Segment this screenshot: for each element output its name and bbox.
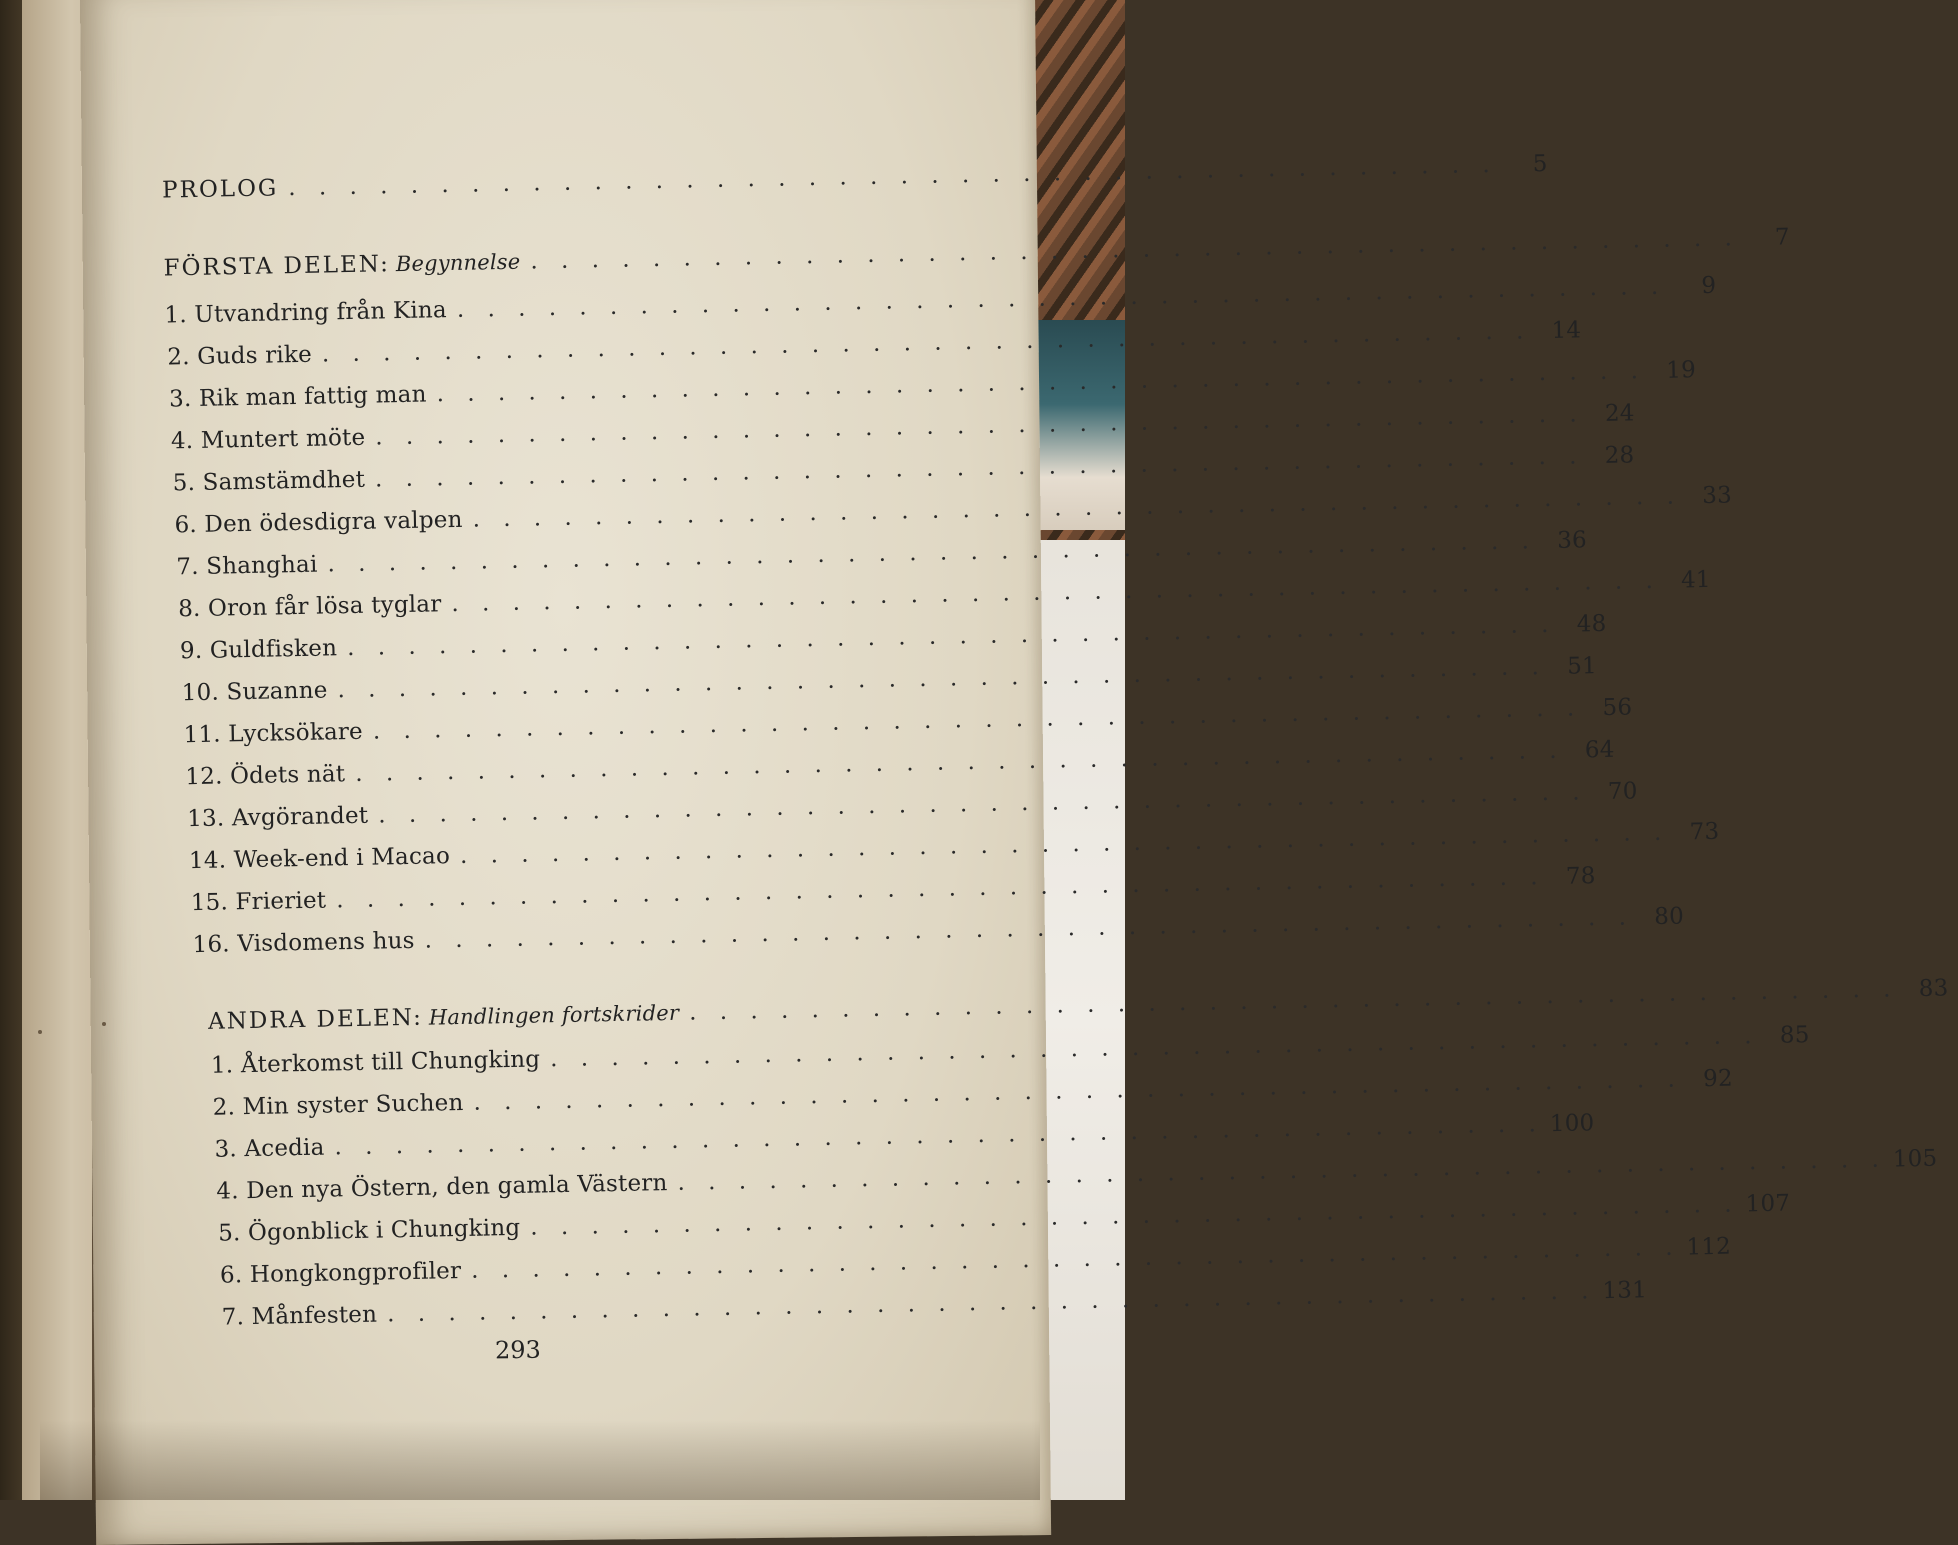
toc-entry-label: 4. Den nya Östern, den gamla Västern: [216, 1170, 668, 1205]
toc-page-number: 100: [1549, 1110, 1595, 1138]
toc-entry-label: 7. Månfesten: [221, 1301, 378, 1331]
toc-part-heading-2: [207, 975, 1949, 1035]
toc-page-number: 92: [1702, 1065, 1734, 1093]
toc-page-number: 9: [1701, 272, 1717, 300]
toc-entry: [219, 1233, 1732, 1289]
toc-page-number: 78: [1565, 863, 1596, 890]
toc-page-number: 33: [1701, 482, 1733, 510]
page-folio-number: 293: [494, 1335, 542, 1365]
toc-page-number: 83: [1918, 975, 1949, 1002]
toc-leader-dots: . . . . . . . . . . . . . . . . . . . . . . . . . . . . . . . . . . . . . . . .: [451, 567, 1662, 618]
toc-entry: [164, 272, 1717, 329]
toc-leader-dots: . . . . . . . . . . . . . . . . . . . . . . . . . . . . . . . . . . . . . . . .: [529, 1191, 1740, 1241]
toc-page-number: 28: [1604, 442, 1635, 469]
toc-leader-dots: . . . . . . . . . . . . . . . . . . . . . . . . . . . . . . . . . . . . . . . .: [321, 318, 1532, 368]
toc-entry-label: 2. Min syster Suchen: [212, 1089, 464, 1121]
toc-entry: [172, 442, 1635, 497]
toc-entry: [214, 1110, 1595, 1163]
toc-entry-label: 2. Guds rike: [167, 341, 313, 371]
toc-leader-dots: . . . . . . . . . . . . . . . . . . . . . . . . . . . . . . . . . . . . . . . .: [549, 1023, 1760, 1073]
toc-entry: [176, 527, 1588, 581]
toc-leader-dots: . . . . . . . . . . . . . . . . . . . . . . . . . . . . . . . . . . . . . . . .: [334, 1111, 1545, 1161]
toc-entry-label: 12. Ödets nät: [185, 761, 346, 791]
toc-leader-dots: . . . . . . . . . . . . . . . . . . . . . . . . . . . . . . . . . . . . . . . .: [456, 273, 1667, 323]
toc-leader-dots: . . . . . . . . . . . . . . . . . . . . . . . . . . . . . . . . . . . . . . . .: [677, 1146, 1888, 1196]
toc-leader-dots: . . . . . . . . . . . . . . . . . . . . . . . . . . . . . . . . . . . . . . . .: [374, 443, 1585, 493]
toc-page-number: 51: [1566, 653, 1598, 680]
toc-entry-label: 15. Frieriet: [190, 887, 327, 917]
toc-entry: [221, 1277, 1648, 1331]
part-subtitle: Handlingen fortskrider: [428, 1000, 680, 1030]
toc-entry: [179, 610, 1607, 665]
toc-leader-dots: . . . . . . . . . . . . . . . . . . . . . . . . . . . . . . . . . . . . . . . .: [288, 151, 1498, 202]
toc-entry-label: 10. Suzanne: [181, 677, 328, 707]
toc-page-number: 56: [1602, 694, 1633, 721]
toc-entry: [181, 653, 1598, 707]
toc-entry: [177, 566, 1711, 623]
toc-part-heading-1: [163, 224, 1790, 282]
toc-entry-label: 5. Samstämdhet: [172, 466, 366, 497]
toc-leader-dots: . . . . . . . . . . . . . . . . . . . . . . . . . . . . . . . . . . . . . . . .: [346, 611, 1557, 662]
toc-entry: [174, 482, 1733, 539]
toc-page-number: 131: [1602, 1277, 1648, 1305]
toc-leader-dots: . . . . . . . . . . . . . . . . . . . . . . . . . . . . . . . . . . . . . . . .: [386, 1278, 1597, 1328]
toc-page-number: 112: [1686, 1233, 1732, 1261]
toc-leader-dots: . . . . . . . . . . . . . . . . . . . . . . . . . . . . . . . . . . . . . . . .: [337, 654, 1548, 704]
part-heading: ANDRA DELEN:: [207, 1004, 424, 1035]
toc-leader-dots: . . . . . . . . . . . . . . . . . . . . . . . . . . . . . . . . . . . . . . . .: [354, 737, 1565, 787]
toc-leader-dots: . . . . . . . . . . . . . . . . . . . . . . . . . . . . . . . . . . . . . . . .: [688, 976, 1899, 1026]
toc-page-number: 7: [1774, 224, 1790, 251]
toc-entry: [183, 694, 1633, 749]
toc-entry-label: 14. Week-end i Macao: [188, 843, 451, 875]
toc-page-number: 85: [1779, 1022, 1810, 1049]
part-heading: FÖRSTA DELEN:: [163, 251, 391, 282]
toc-leader-dots: . . . . . . . . . . . . . . . . . . . . . . . . . . . . . . . . . . . . . . . .: [375, 401, 1585, 451]
part-subtitle: Begynnelse: [395, 249, 521, 277]
toc-page-number: 24: [1604, 400, 1635, 427]
toc-entry: [186, 778, 1638, 833]
toc-entry: [188, 818, 1720, 875]
toc-entry-label: 11. Lycksökare: [183, 718, 364, 749]
toc-page-number: 80: [1654, 903, 1685, 931]
toc-entry: [167, 317, 1582, 371]
toc-entry-label: 16. Visdomens hus: [192, 927, 415, 959]
toc-entry: [168, 357, 1697, 413]
toc-leader-dots: . . . . . . . . . . . . . . . . . . . . . . . . . . . . . . . . . . . . . . . .: [335, 864, 1546, 914]
toc-entry-label: 1. Utvandring från Kina: [164, 297, 448, 329]
toc-entry-label: 6. Den ödesdigra valpen: [174, 506, 463, 539]
toc-page-number: 5: [1532, 150, 1548, 178]
toc-leader-dots: . . . . . . . . . . . . . . . . . . . . . . . . . . . . . . . . . . . . . . . .: [377, 779, 1588, 829]
toc-page-number: 107: [1745, 1190, 1791, 1218]
toc-entry: [190, 863, 1596, 917]
toc-entry-label: 9. Guldfisken: [179, 635, 338, 665]
toc-leader-dots: . . . . . . . . . . . . . . . . . . . . . . . . . . . . . . . . . . . . . . . .: [436, 358, 1647, 408]
toc-page-number: 14: [1551, 317, 1582, 344]
toc-page-number: 70: [1607, 778, 1638, 805]
toc-page-number: 73: [1689, 818, 1720, 846]
toc-entry: [170, 400, 1635, 455]
toc-entry-label: 4. Muntert möte: [170, 424, 366, 455]
toc-entry-label: PROLOG: [161, 175, 279, 204]
toc-entry-prolog: [161, 150, 1548, 204]
toc-entry-label: 6. Hongkongprofiler: [219, 1258, 462, 1289]
toc-leader-dots: . . . . . . . . . . . . . . . . . . . . . . . . . . . . . . . . . . . . . . . .: [372, 695, 1583, 745]
toc-entry-label: 8. Oron får lösa tyglar: [177, 591, 442, 623]
toc-leader-dots: . . . . . . . . . . . . . . . . . . . . . . . . . . . . . . . . . . . . . . . .: [459, 819, 1670, 869]
toc-entry-label: 1. Återkomst till Chungking: [210, 1046, 541, 1079]
toc-entry-label: 13. Avgörandet: [186, 802, 369, 833]
toc-entry-label: 5. Ögonblick i Chungking: [217, 1214, 521, 1247]
toc-leader-dots: . . . . . . . . . . . . . . . . . . . . . . . . . . . . . . . . . . . . . . . .: [473, 1066, 1684, 1116]
toc-entry: [212, 1065, 1734, 1121]
toc-entry-label: 7. Shanghai: [176, 551, 318, 581]
toc-entry-label: 3. Acedia: [214, 1134, 325, 1163]
toc-leader-dots: . . . . . . . . . . . . . . . . . . . . . . . . . . . . . . . . . . . . . . . .: [530, 225, 1741, 275]
toc-leader-dots: . . . . . . . . . . . . . . . . . . . . . . . . . . . . . . . . . . . . . . . .: [327, 528, 1538, 578]
toc-page-number: 105: [1892, 1145, 1938, 1173]
toc-entry-label: 3. Rik man fattig man: [168, 381, 427, 413]
toc-entry: [185, 736, 1615, 791]
toc-leader-dots: . . . . . . . . . . . . . . . . . . . . . . . . . . . . . . . . . . . . . . . .: [470, 1234, 1681, 1284]
toc-leader-dots: . . . . . . . . . . . . . . . . . . . . . . . . . . . . . . . . . . . . . . . .: [472, 483, 1683, 533]
toc-page-number: 48: [1576, 610, 1607, 638]
toc-page-number: 36: [1556, 527, 1588, 554]
toc-page-number: 41: [1680, 566, 1711, 594]
toc-leader-dots: . . . . . . . . . . . . . . . . . . . . . . . . . . . . . . . . . . . . . . . .: [424, 904, 1635, 954]
toc-entry: [192, 903, 1685, 959]
toc-page-number: 19: [1666, 357, 1697, 384]
toc-page-number: 64: [1584, 736, 1615, 764]
